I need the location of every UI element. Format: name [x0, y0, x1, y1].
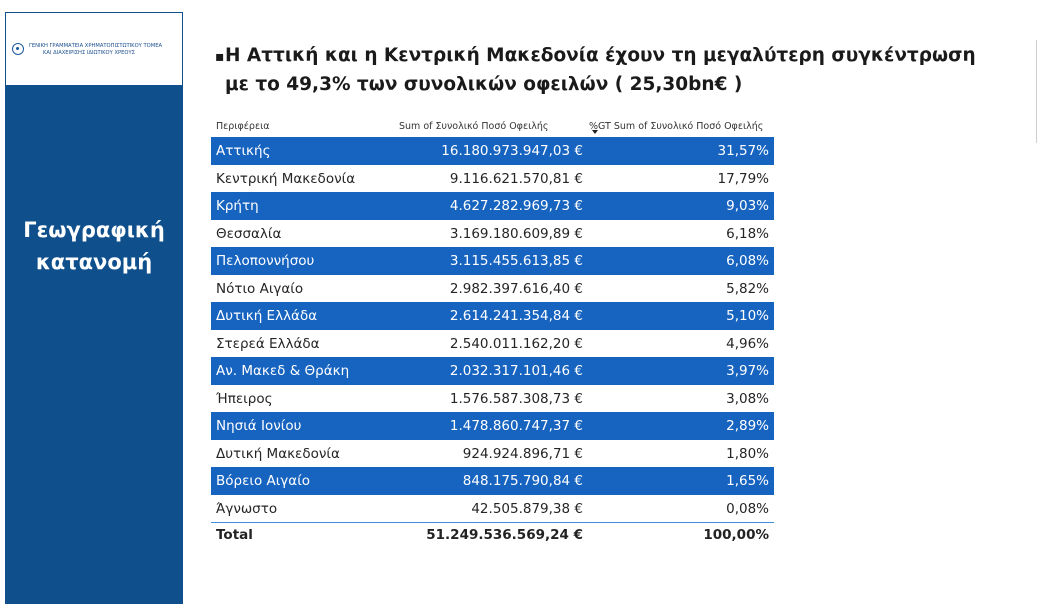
cell-pct: 3,97% — [726, 363, 769, 379]
header-percentage[interactable]: %GT Sum of Συνολικό Ποσό Οφειλής — [589, 121, 764, 132]
table-row[interactable] — [211, 275, 774, 303]
table-row[interactable] — [211, 412, 774, 440]
table-row[interactable] — [211, 247, 774, 275]
table-row[interactable] — [211, 357, 774, 385]
table-row[interactable] — [211, 467, 774, 495]
cell-amount: 2.982.397.616,40 € — [449, 280, 583, 297]
cell-pct: 3,08% — [726, 390, 769, 407]
cell-pct: 2,89% — [726, 418, 769, 434]
cell-pct: 5,82% — [726, 280, 769, 297]
logo-line-1: ΓΕΝΙΚΗ ΓΡΑΜΜΑΤΕΙΑ ΧΡΗΜΑΤΟΠΙΣΤΩΤΙΚΟΥ ΤΟΜΕΑ — [29, 43, 163, 49]
cell-pct: 6,18% — [726, 225, 769, 242]
cell-amount: 3.115.455.613,85 € — [449, 253, 583, 269]
debt-table — [211, 117, 774, 545]
headline-line-2: με το 49,3% των συνολικών οφειλών ( 25,30bn€ ) — [225, 74, 743, 95]
cell-region: Νότιο Αιγαίο — [216, 280, 304, 297]
table-row[interactable] — [211, 137, 774, 165]
cell-region: Πελοποννήσου — [216, 253, 315, 269]
cell-amount: 9.116.621.570,81 € — [449, 170, 583, 187]
headline — [215, 42, 1005, 99]
cell-pct: 17,79% — [717, 170, 769, 187]
cell-region: Βόρειο Αιγαίο — [216, 473, 311, 489]
table-row[interactable] — [211, 192, 774, 220]
total-amount: 51.249.536.569,24 € — [426, 527, 583, 543]
cell-region: Δυτική Ελλάδα — [216, 308, 318, 324]
cell-amount: 42.505.879,38 € — [471, 500, 583, 517]
cell-amount: 16.180.973.947,03 € — [441, 143, 583, 159]
table-row[interactable] — [211, 330, 774, 358]
header-amount[interactable]: Sum of Συνολικό Ποσό Οφειλής — [399, 121, 549, 132]
cell-amount: 2.614.241.354,84 € — [449, 308, 583, 324]
cell-region: Κρήτη — [216, 198, 259, 214]
divider — [1036, 40, 1037, 143]
sidebar — [5, 12, 183, 604]
total-row — [211, 522, 774, 545]
cell-region: Νησιά Ιονίου — [216, 418, 302, 434]
section-title-line-1: Γεωγραφική — [23, 218, 165, 242]
table-row[interactable] — [211, 302, 774, 330]
cell-pct: 31,57% — [717, 143, 769, 159]
section-title-line-2: κατανομή — [35, 250, 153, 274]
cell-pct: 6,08% — [726, 253, 769, 269]
bullet-icon: ▪ — [215, 49, 225, 65]
cell-pct: 9,03% — [726, 198, 769, 214]
header-region[interactable]: Περιφέρεια — [216, 121, 270, 132]
sort-desc-icon[interactable] — [592, 130, 598, 134]
cell-pct: 4,96% — [726, 335, 769, 352]
table-row[interactable] — [211, 165, 774, 193]
cell-amount: 3.169.180.609,89 € — [449, 225, 583, 242]
cell-amount: 848.175.790,84 € — [462, 473, 583, 489]
table-row[interactable] — [211, 495, 774, 523]
headline-line-1: Η Αττική και η Κεντρική Μακεδονία έχουν τη μεγαλύτερη συγκέντρωση — [225, 45, 976, 66]
cell-region: Ήπειρος — [216, 390, 273, 407]
cell-amount: 2.540.011.162,20 € — [449, 335, 583, 352]
cell-amount: 924.924.896,71 € — [462, 445, 583, 462]
cell-amount: 4.627.282.969,73 € — [449, 198, 583, 214]
cell-region: Στερεά Ελλάδα — [216, 335, 320, 352]
cell-pct: 1,65% — [726, 473, 769, 489]
cell-region: Αν. Μακεδ & Θράκη — [216, 363, 350, 379]
cell-amount: 1.576.587.308,73 € — [449, 390, 583, 407]
cell-amount: 2.032.317.101,46 € — [449, 363, 583, 379]
cell-region: Άγνωστο — [216, 500, 278, 517]
logo-line-2: ΚΑΙ ΔΙΑΧΕΙΡΙΣΗΣ ΙΔΙΩΤΙΚΟΥ ΧΡΕΟΥΣ — [43, 50, 135, 56]
cell-region: Θεσσαλία — [216, 225, 282, 242]
cell-pct: 0,08% — [726, 500, 769, 517]
table-row[interactable] — [211, 385, 774, 413]
table-body — [211, 137, 774, 522]
table-row[interactable] — [211, 220, 774, 248]
section-title — [5, 214, 183, 278]
logo-text — [29, 43, 181, 57]
cell-region: Δυτική Μακεδονία — [216, 445, 340, 462]
table-row[interactable] — [211, 440, 774, 468]
cell-amount: 1.478.860.747,37 € — [449, 418, 583, 434]
cell-region: Κεντρική Μακεδονία — [216, 170, 356, 187]
total-pct: 100,00% — [703, 527, 769, 543]
total-label: Total — [216, 527, 253, 543]
cell-region: Αττικής — [216, 143, 271, 159]
emblem-icon — [12, 43, 24, 55]
cell-pct: 1,80% — [726, 445, 769, 462]
cell-pct: 5,10% — [726, 308, 769, 324]
table-header — [211, 117, 774, 137]
logo — [5, 12, 183, 86]
